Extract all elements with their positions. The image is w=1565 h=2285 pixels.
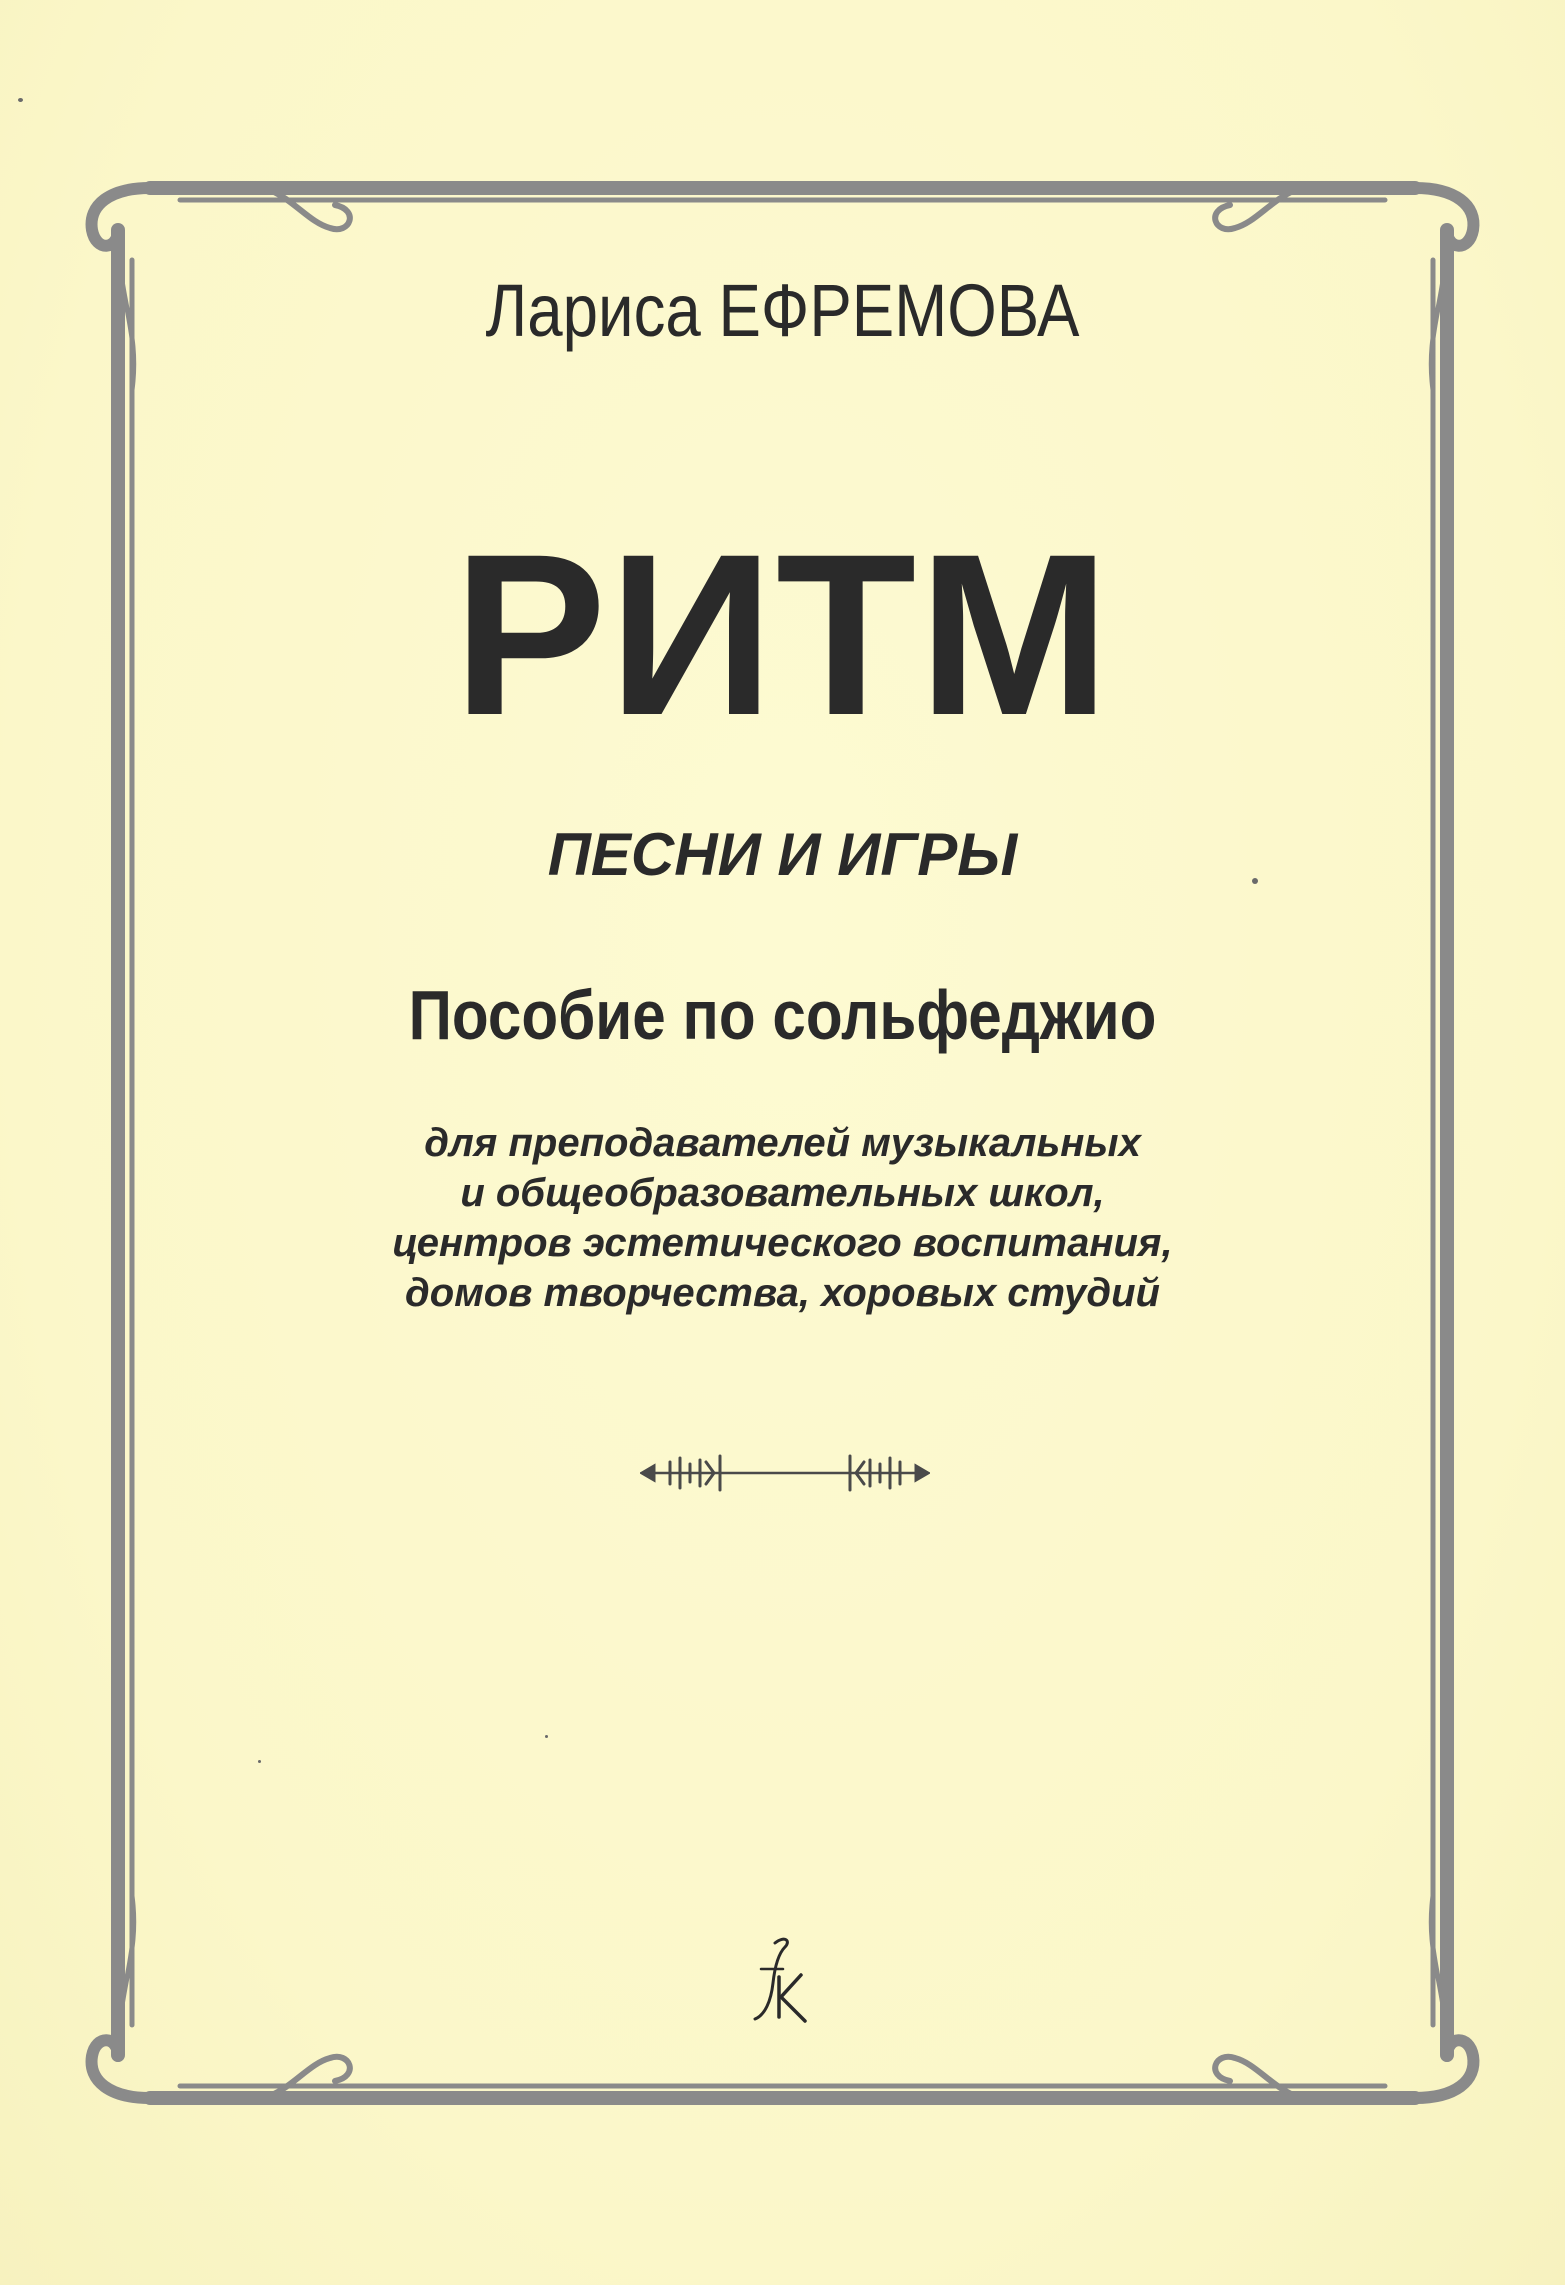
paper-speck — [545, 1735, 548, 1738]
book-type: Пособие по сольфеджио — [408, 976, 1157, 1054]
book-subtitle: ПЕСНИ И ИГРЫ — [547, 821, 1018, 888]
decorative-divider-icon — [640, 1448, 930, 1498]
audience-line: домов творчества, хоровых студий — [405, 1271, 1160, 1315]
paper-speck — [18, 98, 23, 102]
publisher-logo — [735, 1935, 815, 2025]
paper-speck — [1252, 878, 1258, 884]
target-audience — [0, 1118, 1565, 1318]
author-name: Лариса ЕФРЕМОВА — [485, 269, 1080, 352]
book-title: РИТМ — [453, 506, 1112, 763]
audience-line: и общеобразовательных школ, — [460, 1171, 1105, 1215]
paper-speck — [258, 1760, 261, 1763]
audience-line: центров эстетического воспитания, — [392, 1221, 1173, 1265]
audience-line: для преподавателей музыкальных — [424, 1121, 1141, 1165]
